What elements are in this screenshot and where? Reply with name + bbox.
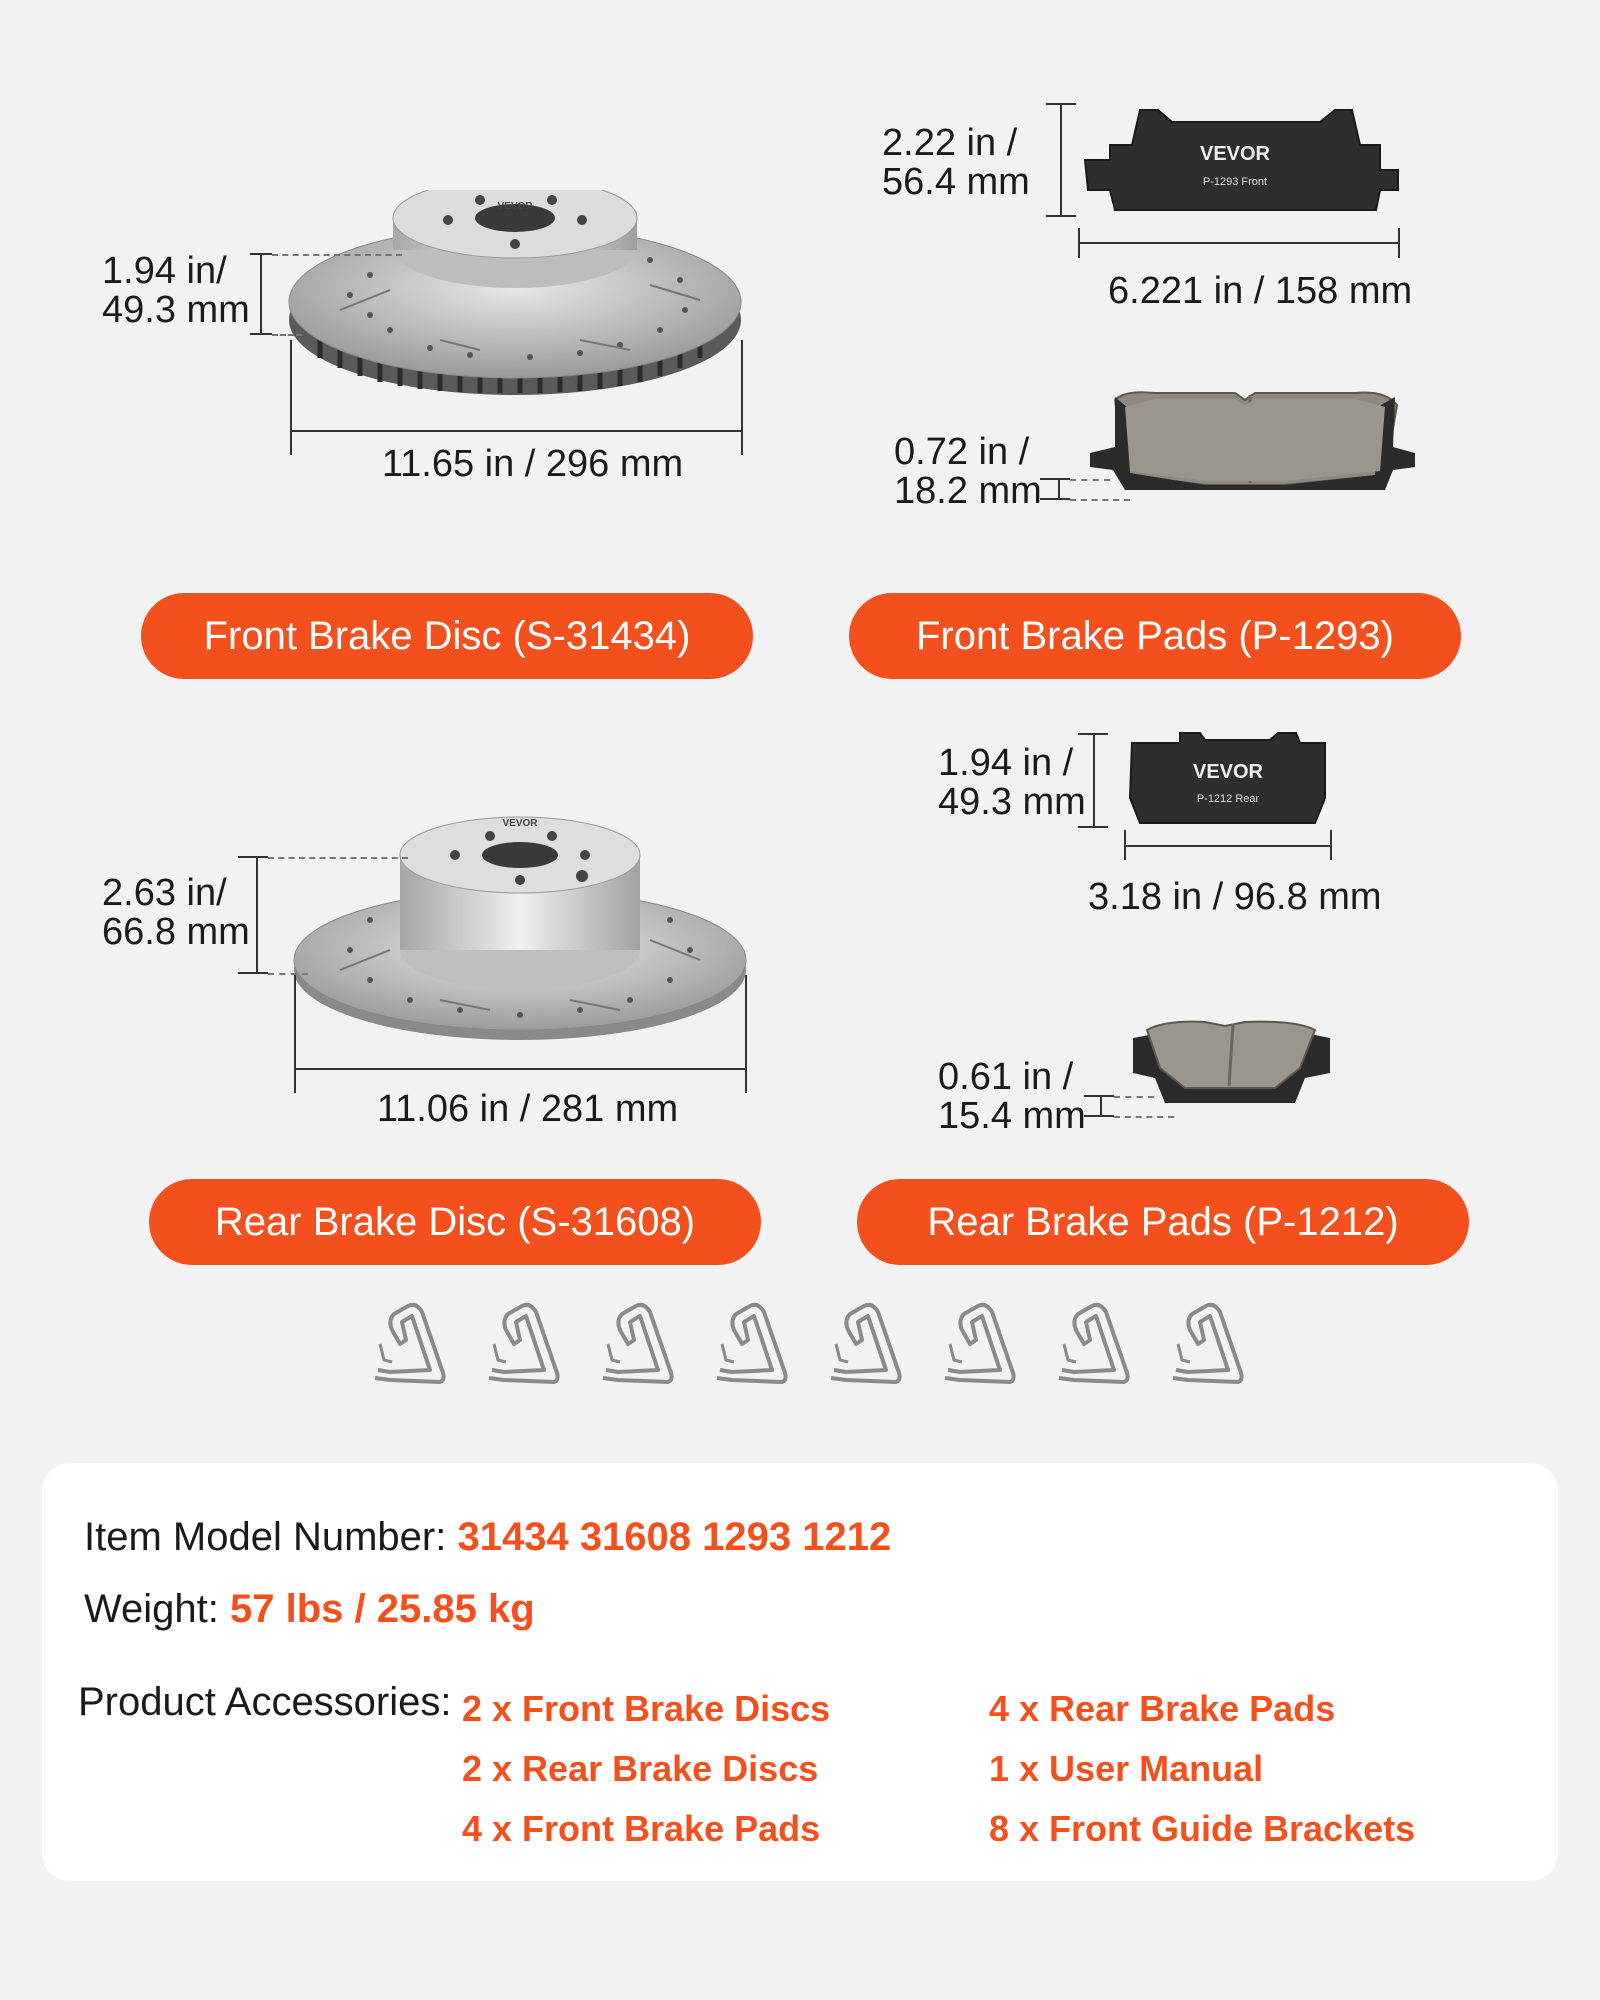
rear-pad-width-line: [1124, 845, 1332, 847]
front-pad-height-label: 2.22 in / 56.4 mm: [882, 122, 1030, 203]
model-number-label: Item Model Number:: [84, 1515, 458, 1559]
front-disc-diameter-tick-left: [290, 340, 292, 455]
front-disc-height-guide-bottom: [272, 334, 302, 336]
front-brake-disc-image: [280, 190, 750, 400]
front-pad-thickness-tick-bottom: [1040, 498, 1070, 500]
rear-pad-thickness-tick-top: [1084, 1095, 1114, 1097]
front-pad-thickness-guide-top: [1070, 479, 1110, 481]
guide-bracket-icon: [1054, 1300, 1134, 1390]
rear-disc-diameter-label: 11.06 in / 281 mm: [376, 1088, 679, 1130]
rear-pad-thickness-guide-bottom: [1114, 1116, 1174, 1118]
rear-pad-thickness-line: [1100, 1095, 1102, 1117]
rear-disc-height-label: 2.63 in/ 66.8 mm: [102, 872, 250, 953]
rear-brake-pads-label: Rear Brake Pads (P-1212): [857, 1179, 1469, 1265]
guide-bracket-icon: [1168, 1300, 1248, 1390]
rear-pad-stamp: P-1212 Rear: [1196, 793, 1260, 805]
rear-pad-brand-mark: VEVOR: [1192, 761, 1264, 783]
rear-pad-thickness-label: 0.61 in / 15.4 mm: [938, 1056, 1086, 1137]
weight-label: Weight:: [84, 1587, 230, 1631]
weight-value: 57 lbs / 25.85 kg: [230, 1587, 535, 1631]
guide-bracket-icon: [940, 1300, 1020, 1390]
front-pad-height-line: [1060, 103, 1062, 217]
front-pad-thickness-label: 0.72 in / 18.2 mm: [894, 431, 1042, 512]
rear-disc-height-tick-top: [238, 856, 268, 858]
accessory-item: 4 x Front Brake Pads: [462, 1808, 821, 1849]
model-number-row: [84, 1515, 891, 1560]
guide-bracket-icon: [712, 1300, 792, 1390]
rear-disc-diameter-tick-right: [745, 975, 747, 1093]
rear-brake-disc-label: Rear Brake Disc (S-31608): [149, 1179, 761, 1265]
accessory-item: 1 x User Manual: [989, 1748, 1264, 1789]
guide-bracket-icon: [484, 1300, 564, 1390]
rear-pad-width-tick-left: [1124, 830, 1126, 860]
guide-bracket-icon: [598, 1300, 678, 1390]
front-brake-pad-image: [1080, 100, 1405, 220]
rear-disc-diameter-line: [294, 1068, 747, 1070]
rear-disc-height-line: [256, 856, 258, 974]
rear-pad-thickness-tick-bottom: [1084, 1115, 1114, 1117]
rear-pad-thickness-guide-top: [1114, 1096, 1154, 1098]
front-pad-width-tick-left: [1078, 228, 1080, 258]
front-pad-width-label: 6.221 in / 158 mm: [1108, 270, 1413, 312]
rear-pad-height-label: 1.94 in / 49.3 mm: [938, 742, 1086, 823]
front-disc-diameter-label: 11.65 in / 296 mm: [381, 443, 684, 485]
guide-bracket-icon: [370, 1300, 450, 1390]
rear-disc-diameter-tick-left: [294, 975, 296, 1093]
guide-brackets-row: [370, 1300, 1270, 1390]
accessory-item: 2 x Rear Brake Discs: [462, 1748, 819, 1789]
front-brake-disc-label: Front Brake Disc (S-31434): [141, 593, 753, 679]
rear-pad-height-line: [1093, 733, 1095, 828]
accessory-item: 2 x Front Brake Discs: [462, 1688, 831, 1729]
rear-disc-height-tick-bottom: [238, 972, 268, 974]
front-brake-pads-label: Front Brake Pads (P-1293): [849, 593, 1461, 679]
front-disc-height-line: [260, 253, 262, 335]
front-pad-thickness-guide-bottom: [1070, 499, 1130, 501]
rear-pad-width-label: 3.18 in / 96.8 mm: [1088, 876, 1382, 918]
front-disc-height-guide-top: [272, 254, 402, 256]
rear-disc-brand-mark: VEVOR: [502, 818, 538, 829]
rear-brake-disc-image: [290, 810, 750, 1045]
rear-disc-height-guide-top: [268, 857, 408, 859]
front-pad-brand-mark: VEVOR: [1199, 143, 1271, 165]
front-pad-width-tick-right: [1398, 228, 1400, 258]
accessory-item: 4 x Rear Brake Pads: [989, 1688, 1336, 1729]
front-disc-diameter-tick-right: [741, 340, 743, 455]
rear-brake-pad-image: [1120, 728, 1335, 828]
rear-brake-pad-side-image: [1125, 1018, 1335, 1118]
front-brake-pad-side-image: [1085, 385, 1420, 500]
guide-bracket-icon: [826, 1300, 906, 1390]
weight-row: [84, 1587, 535, 1632]
front-disc-brand-mark: VEVOR: [497, 201, 533, 212]
front-pad-width-line: [1078, 242, 1400, 244]
front-disc-height-label: 1.94 in/ 49.3 mm: [102, 250, 250, 331]
front-pad-stamp: P-1293 Front: [1202, 176, 1268, 188]
rear-disc-height-guide-bottom: [268, 973, 308, 975]
accessories-label: Product Accessories:: [78, 1680, 452, 1724]
front-pad-thickness-line: [1058, 478, 1060, 500]
rear-pad-width-tick-right: [1330, 830, 1332, 860]
front-pad-thickness-tick-top: [1040, 478, 1070, 480]
front-disc-diameter-line: [290, 430, 743, 432]
accessory-item: 8 x Front Guide Brackets: [989, 1808, 1416, 1849]
model-number-value: 31434 31608 1293 1212: [457, 1515, 892, 1559]
